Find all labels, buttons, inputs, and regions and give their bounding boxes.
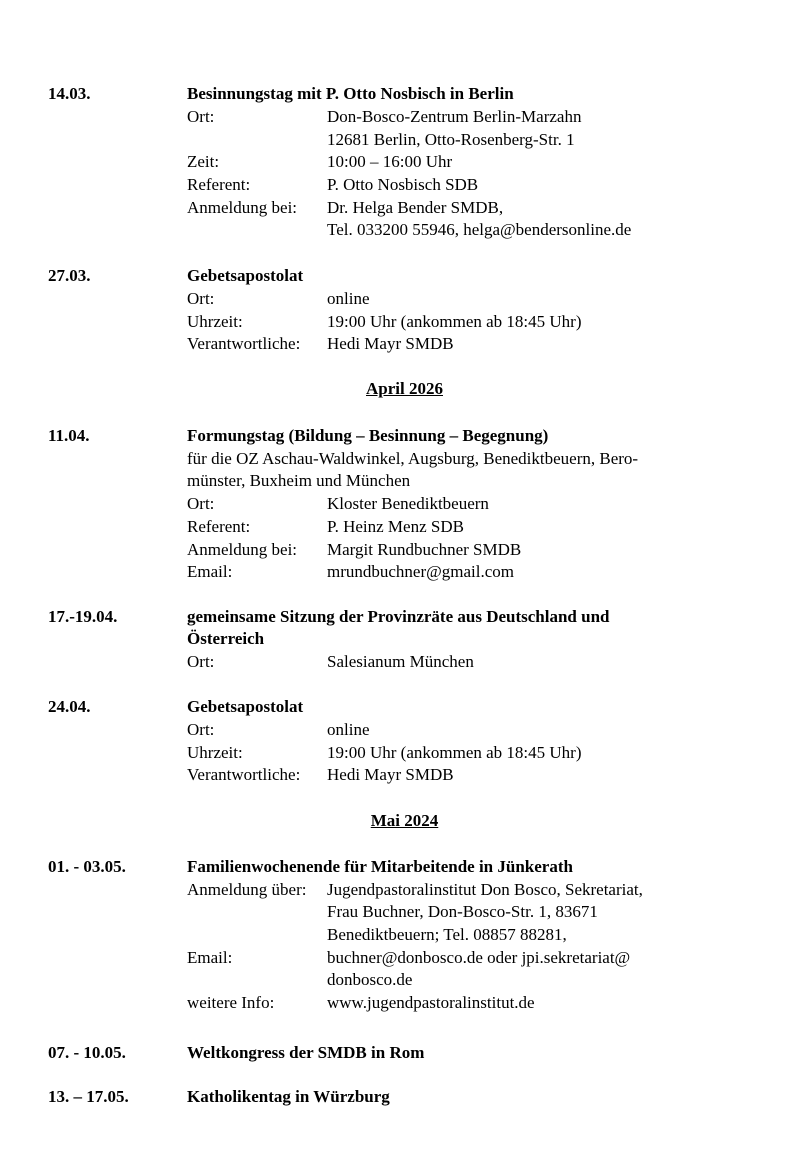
row-value: 19:00 Uhr (ankommen ab 18:45 Uhr)	[327, 743, 582, 762]
event-title: Gebetsapostolat	[187, 697, 304, 716]
month-heading-april: April 2026	[366, 379, 443, 398]
row-value: Jugendpastoralinstitut Don Bosco, Sekretariat,	[327, 880, 643, 899]
row-value: Dr. Helga Bender SMDB,	[327, 198, 504, 217]
row-label: Uhrzeit:	[187, 743, 243, 762]
row-label: Referent:	[187, 517, 251, 536]
row-label: Ort:	[187, 494, 215, 513]
event-date: 01. - 03.05.	[48, 857, 126, 876]
row-label: weitere Info:	[187, 993, 275, 1012]
row-label: Ort:	[187, 107, 215, 126]
event-date: 24.04.	[48, 697, 91, 716]
event-title: Besinnungstag mit P. Otto Nosbisch in Berlin	[187, 84, 514, 103]
row-label: Ort:	[187, 652, 215, 671]
row-label: Referent:	[187, 175, 251, 194]
event-title-continuation: Österreich	[187, 629, 265, 648]
row-label: Email:	[187, 948, 233, 967]
row-value: Salesianum München	[327, 652, 474, 671]
row-value: 12681 Berlin, Otto-Rosenberg-Str. 1	[327, 130, 575, 149]
row-value: online	[327, 289, 370, 308]
row-value: mrundbuchner@gmail.com	[327, 562, 515, 581]
row-value: Don-Bosco-Zentrum Berlin-Marzahn	[327, 107, 582, 126]
event-title: gemeinsame Sitzung der Provinzräte aus Deutschland und	[187, 607, 610, 626]
row-value: P. Otto Nosbisch SDB	[327, 175, 479, 194]
event-title: Formungstag (Bildung – Besinnung – Begegnung)	[187, 426, 549, 445]
event-date: 17.-19.04.	[48, 607, 118, 626]
event-title: Gebetsapostolat	[187, 266, 304, 285]
row-value: online	[327, 720, 370, 739]
row-label: Zeit:	[187, 152, 220, 171]
row-value: Hedi Mayr SMDB	[327, 334, 454, 353]
row-label: Anmeldung bei:	[187, 198, 298, 217]
row-label: Verantwortliche:	[187, 765, 301, 784]
row-value: www.jugendpastoralinstitut.de	[327, 993, 535, 1012]
row-value: Benediktbeuern; Tel. 08857 88281,	[327, 925, 567, 944]
row-label: Verantwortliche:	[187, 334, 301, 353]
row-label: Ort:	[187, 720, 215, 739]
event-date: 13. – 17.05.	[48, 1087, 129, 1106]
event-title: Weltkongress der SMDB in Rom	[187, 1043, 425, 1062]
row-label: Anmeldung über:	[187, 880, 307, 899]
event-title: Katholikentag in Würzburg	[187, 1087, 390, 1106]
event-date: 27.03.	[48, 266, 91, 285]
row-value: Margit Rundbuchner SMDB	[327, 540, 522, 559]
row-label: Email:	[187, 562, 233, 581]
row-value: 19:00 Uhr (ankommen ab 18:45 Uhr)	[327, 312, 582, 331]
row-value: donbosco.de	[327, 970, 413, 989]
row-value: Tel. 033200 55946, helga@bendersonline.de	[327, 220, 632, 239]
row-label: Uhrzeit:	[187, 312, 243, 331]
event-date: 07. - 10.05.	[48, 1043, 126, 1062]
row-value: Kloster Benediktbeuern	[327, 494, 489, 513]
row-label: Ort:	[187, 289, 215, 308]
event-title: Familienwochenende für Mitarbeitende in Jünkerath	[187, 857, 573, 876]
month-heading-may: Mai 2024	[370, 811, 439, 830]
row-value: Frau Buchner, Don-Bosco-Str. 1, 83671	[327, 902, 598, 921]
event-description: für die OZ Aschau-Waldwinkel, Augsburg, Benediktbeuern, Bero-	[187, 449, 639, 468]
event-date: 11.04.	[48, 426, 90, 445]
row-value: buchner@donbosco.de oder jpi.sekretariat@	[327, 948, 631, 967]
row-label: Anmeldung bei:	[187, 540, 298, 559]
event-date: 14.03.	[48, 84, 91, 103]
row-value: 10:00 – 16:00 Uhr	[327, 152, 453, 171]
row-value: Hedi Mayr SMDB	[327, 765, 454, 784]
event-description: münster, Buxheim und München	[187, 471, 411, 490]
row-value: P. Heinz Menz SDB	[327, 517, 464, 536]
